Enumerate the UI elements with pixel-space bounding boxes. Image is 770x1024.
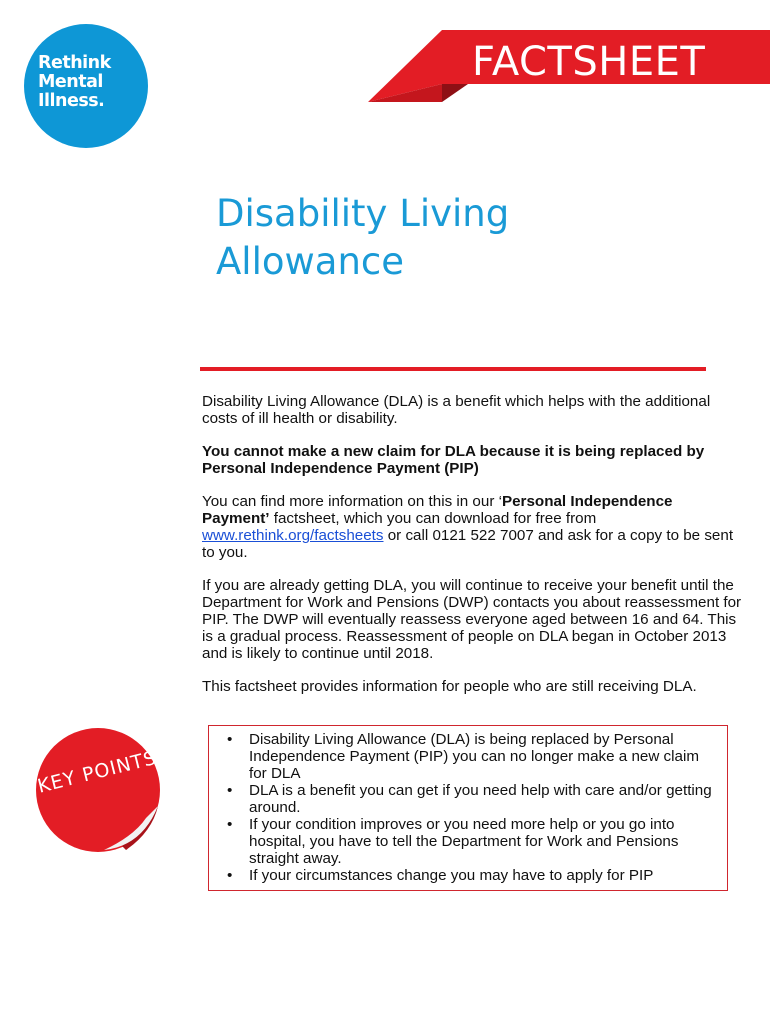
intro-paragraph-3 bbox=[202, 493, 742, 561]
factsheet-label: FACTSHEET bbox=[472, 39, 706, 85]
logo-line-1: Rethink bbox=[38, 53, 111, 73]
key-point-item: • If your circumstances change you may have to apply for PIP bbox=[209, 867, 719, 884]
intro-section bbox=[202, 393, 742, 711]
rethink-logo bbox=[24, 24, 148, 148]
p3-post: or call 0121 522 7007 and ask for a copy to be sent to you. bbox=[202, 527, 734, 561]
title-line-2: Allowance bbox=[216, 240, 404, 283]
title-divider bbox=[200, 367, 706, 371]
p3-pre: You can find more information on this in our ‘ bbox=[202, 493, 502, 510]
key-points-list bbox=[209, 731, 719, 884]
logo-text bbox=[38, 54, 142, 111]
key-point-item: • If your condition improves or you need more help or you go into hospital, you have to tell the Department for Work and Pensions straight away. bbox=[209, 816, 719, 867]
factsheets-link[interactable]: www.rethink.org/factsheets bbox=[202, 527, 384, 544]
logo-line-2: Mental bbox=[38, 72, 103, 92]
key-points-label: KEY POINTS bbox=[35, 746, 160, 798]
logo-line-3: Illness. bbox=[38, 91, 105, 111]
intro-paragraph-4: If you are already getting DLA, you will continue to receive your benefit until the Department for Work and Pensions (DWP) contacts you about reassessment for PIP. The DWP will eventually reassess everyone aged between 16 and 64. This is a gradual process. Reassessment of people on DLA began in October 2013 and is likely to continue until 2018. bbox=[202, 577, 742, 662]
key-point-item: • DLA is a benefit you can get if you need help with care and/or getting around. bbox=[209, 782, 719, 816]
p3-mid: factsheet, which you can download for free from bbox=[269, 510, 597, 527]
title-line-1: Disability Living bbox=[216, 192, 510, 235]
key-point-item: • Disability Living Allowance (DLA) is being replaced by Personal Independence Payment (PIP) you can no longer make a new claim for DLA bbox=[209, 731, 719, 782]
pip-factsheet-name: Personal Independence Payment’ bbox=[202, 493, 673, 527]
replacement-notice: You cannot make a new claim for DLA because it is being replaced by Personal Independence Payment (PIP) bbox=[202, 443, 705, 477]
page-title bbox=[216, 190, 676, 286]
key-points-box bbox=[208, 725, 728, 891]
intro-paragraph-5: This factsheet provides information for people who are still receiving DLA. bbox=[202, 678, 697, 695]
intro-paragraph-1: Disability Living Allowance (DLA) is a benefit which helps with the additional costs of ill health or disability. bbox=[202, 393, 711, 427]
intro-paragraph-2 bbox=[202, 443, 742, 477]
